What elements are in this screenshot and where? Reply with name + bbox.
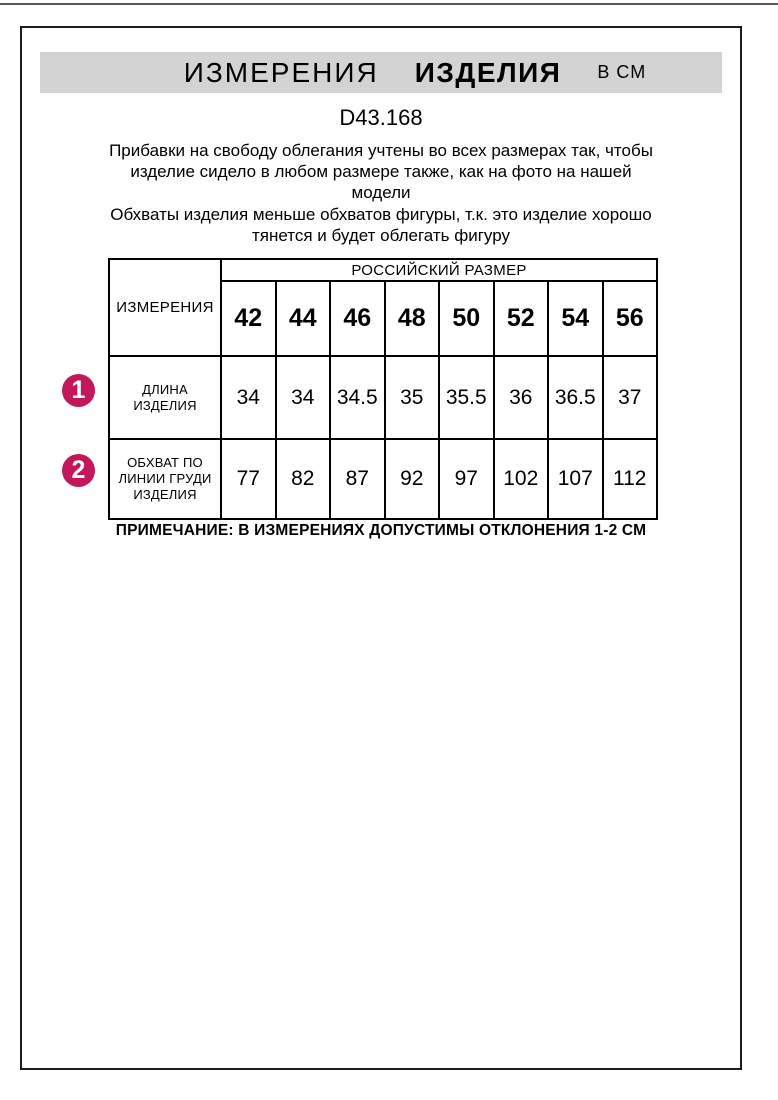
measurement-value: 35 — [385, 356, 440, 439]
row-number-badge-1: 1 — [62, 374, 95, 407]
measurement-value: 34.5 — [330, 356, 385, 439]
measurement-value: 82 — [276, 439, 331, 519]
measurement-value: 34 — [276, 356, 331, 439]
size-col-header: 56 — [603, 281, 658, 356]
size-table — [108, 258, 658, 520]
article-code: D43.168 — [339, 105, 423, 130]
measurement-value: 36.5 — [548, 356, 603, 439]
russian-size-header-cell: РОССИЙСКИЙ РАЗМЕР — [221, 259, 657, 281]
size-col-header: 46 — [330, 281, 385, 356]
paragraph-line: изделие сидело в любом размере также, как на фото на нашей — [130, 162, 632, 181]
title-bar — [40, 52, 722, 93]
page-title-measurements: ИЗМЕРЕНИЯ — [183, 56, 379, 88]
scan-artifact-line — [0, 3, 778, 5]
table-row-length — [109, 356, 657, 439]
page-frame — [20, 26, 742, 1070]
measurement-value: 107 — [548, 439, 603, 519]
measurement-value: 34 — [221, 356, 276, 439]
size-col-header: 52 — [494, 281, 549, 356]
measurement-value: 36 — [494, 356, 549, 439]
measurement-value: 87 — [330, 439, 385, 519]
page-title-units: В СМ — [597, 62, 647, 82]
measurements-header-cell: ИЗМЕРЕНИЯ — [109, 259, 221, 356]
size-col-header: 48 — [385, 281, 440, 356]
paragraph-line: Прибавки на свободу облегания учтены во всех размерах так, чтобы — [109, 141, 653, 160]
size-col-header: 50 — [439, 281, 494, 356]
measurement-label: ДЛИНА ИЗДЕЛИЯ — [109, 356, 221, 439]
paragraph-line: тянется и будет облегать фигуру — [252, 226, 510, 245]
table-group-header-row — [109, 259, 657, 281]
measurement-value: 77 — [221, 439, 276, 519]
measurement-value: 102 — [494, 439, 549, 519]
size-col-header: 54 — [548, 281, 603, 356]
stretch-note-paragraph — [71, 204, 691, 246]
fit-allowance-paragraph — [71, 140, 691, 203]
measurement-value: 92 — [385, 439, 440, 519]
measurement-value: 97 — [439, 439, 494, 519]
paragraph-line: модели — [351, 183, 411, 202]
measurement-value: 35.5 — [439, 356, 494, 439]
size-col-header: 42 — [221, 281, 276, 356]
measurement-label: ОБХВАТ ПО ЛИНИИ ГРУДИ ИЗДЕЛИЯ — [109, 439, 221, 519]
page-title-product: ИЗДЕЛИЯ — [414, 56, 562, 88]
row-number-badge-2: 2 — [62, 454, 95, 487]
measurement-value: 37 — [603, 356, 658, 439]
paragraph-line: Обхваты изделия меньше обхватов фигуры, т.к. это изделие хорошо — [110, 205, 652, 224]
tolerance-note: ПРИМЕЧАНИЕ: В ИЗМЕРЕНИЯХ ДОПУСТИМЫ ОТКЛОНЕНИЯ 1-2 СМ — [115, 522, 647, 539]
table-row-chest — [109, 439, 657, 519]
size-col-header: 44 — [276, 281, 331, 356]
measurement-value: 112 — [603, 439, 658, 519]
